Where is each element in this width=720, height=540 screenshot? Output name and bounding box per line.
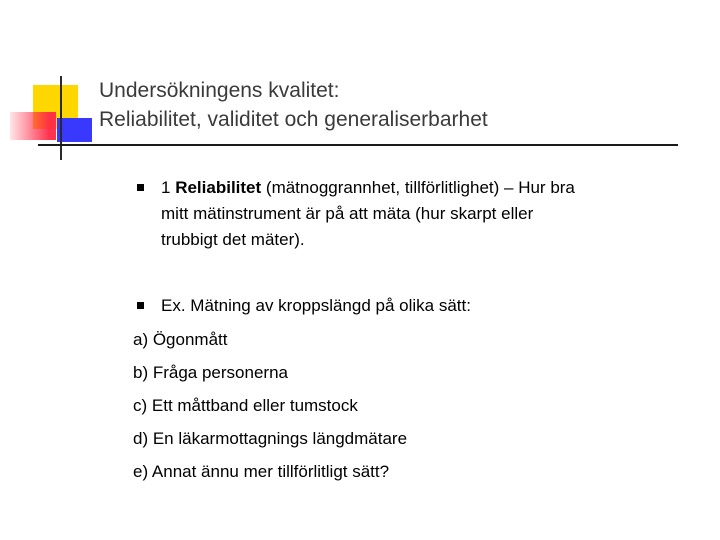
square-bullet-icon xyxy=(137,302,144,309)
slide-title-line1: Undersökningens kvalitet: xyxy=(99,79,340,102)
title-underline xyxy=(38,144,678,146)
bullet-reliabilitet xyxy=(161,175,701,253)
option-b: b) Fråga personerna xyxy=(133,363,288,382)
slide-title-line2: Reliabilitet, validitet och generaliserbarhet xyxy=(99,108,488,131)
bullet-number: 1 xyxy=(161,178,171,197)
bullet-line-1 xyxy=(161,175,701,201)
bullet-line-3: trubbigt det mäter). xyxy=(161,230,305,249)
option-c: c) Ett måttband eller tumstock xyxy=(133,396,358,415)
bullet-line-2: mitt mätinstrument är på att mäta (hur skarpt eller xyxy=(161,204,534,223)
bullet-term: Reliabilitet xyxy=(175,178,262,197)
option-d: d) En läkarmottagnings längdmätare xyxy=(133,429,408,448)
option-e: e) Annat ännu mer tillförlitligt sätt? xyxy=(133,462,390,481)
slide-title xyxy=(99,76,699,134)
bullet-line1-rest: (mätnoggrannhet, tillförlitlighet) – Hur bra xyxy=(265,178,575,197)
decor-blue-square xyxy=(57,118,92,142)
decor-red-bar xyxy=(10,112,56,140)
bullet-example: Ex. Mätning av kroppslängd på olika sätt: xyxy=(161,296,471,315)
decor-vertical-line xyxy=(60,76,62,160)
square-bullet-icon xyxy=(137,184,144,191)
option-a: a) Ögonmått xyxy=(133,330,228,349)
